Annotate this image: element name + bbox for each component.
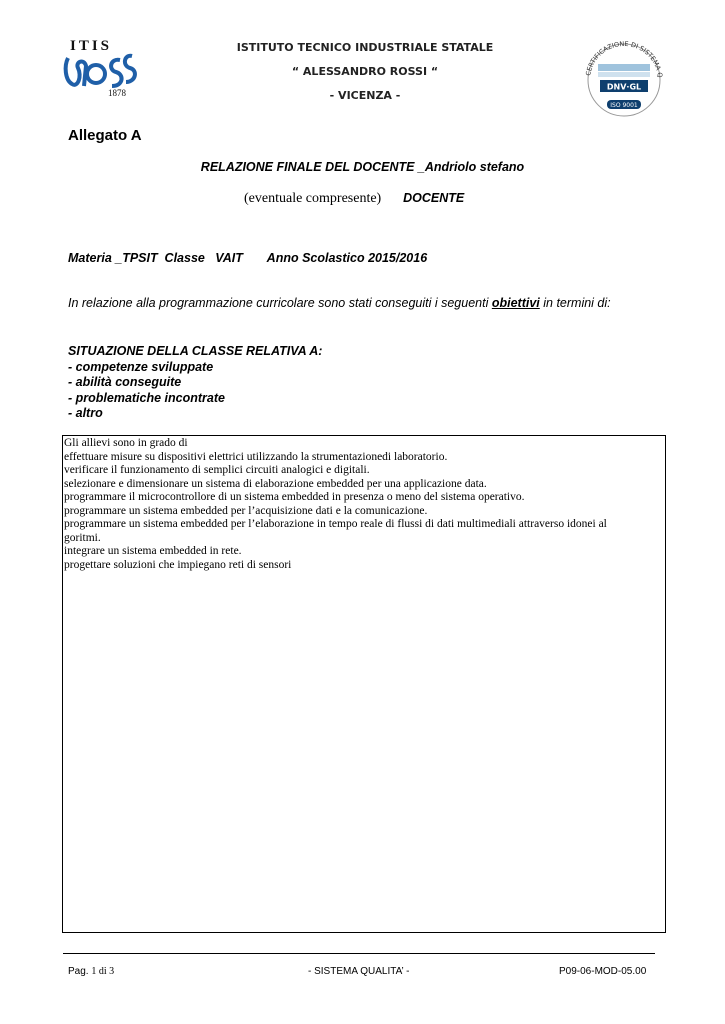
subject-line: Materia _TPSIT Classe VAIT Anno Scolastico 2015/2016 [68,251,428,265]
report-title: RELAZIONE FINALE DEL DOCENTE _Andriolo stefano [200,160,525,174]
situation-text [64,437,663,572]
document-code: P09-06-MOD-05.00 [559,966,647,977]
teacher-label: DOCENTE [403,191,465,205]
teacher-line [244,189,464,207]
text-line: programmare un sistema embedded per l’elaborazione in tempo reale di flussi di dati multimediali attraverso idonei al [64,518,607,530]
institute-name: ISTITUTO TECNICO INDUSTRIALE STATALE [236,41,494,54]
page-count: 1 di 3 [91,966,115,977]
situation-title: SITUAZIONE DELLA CLASSE RELATIVA A: [68,344,323,358]
school-logo [62,36,144,98]
text-line: progettare soluzioni che impiegano reti di sensori [64,558,292,571]
text-line: goritmi. [64,531,101,544]
institute-person: “ ALESSANDRO ROSSI “ [291,65,439,78]
objectives-intro-post: in termini di: [539,296,611,310]
objectives-intro-pre: In relazione alla programmazione curricolare sono stati conseguiti i seguenti [68,296,492,310]
text-line: Gli allievi sono in grado di [64,437,188,449]
text-line: integrare un sistema embedded in rete. [64,545,242,557]
footer-divider [63,953,655,954]
text-line: effettuare misure su dispositivi elettrici utilizzando la strumentazionedi laboratorio. [64,450,448,463]
objectives-word: obiettivi [491,296,540,310]
text-line: programmare un sistema embedded per l’acquisizione dati e la comunicazione. [64,504,428,517]
situation-item: - problematiche incontrate [68,390,225,405]
text-line: programmare il microcontrollore di un sistema embedded in presenza o meno del sistema operativo. [64,491,525,503]
certification-seal [580,36,668,118]
co-teacher-label: (eventuale compresente) [244,191,382,206]
institute-city: - VICENZA - [329,89,401,102]
situation-text-box [62,435,666,933]
page-number [68,966,114,977]
seal-ring-text: CERTIFICAZIONE DI SISTEMA Q [584,39,664,79]
situation-item: - abilità conseguite [68,375,182,389]
seal-standard: ISO 9001 [610,102,638,109]
text-line: verificare il funzionamento di semplici circuiti analogici e digitali. [64,464,370,476]
footer-quality: - SISTEMA QUALITA’ - [308,966,410,977]
situation-item: - altro [68,406,103,420]
institute-header [200,36,530,108]
seal-brand: DNV·GL [606,82,642,92]
logo-itis-text: ITIS [70,38,113,54]
text-line: selezionare e dimensionare un sistema di elaborazione embedded per una applicazione data. [64,477,487,490]
page-label: Pag. [68,966,89,977]
annex-title: Allegato A [68,127,142,144]
class-situation-heading [68,344,322,422]
objectives-intro [68,296,611,310]
logo-year: 1878 [108,88,126,98]
situation-item: - competenze sviluppate [68,359,214,374]
